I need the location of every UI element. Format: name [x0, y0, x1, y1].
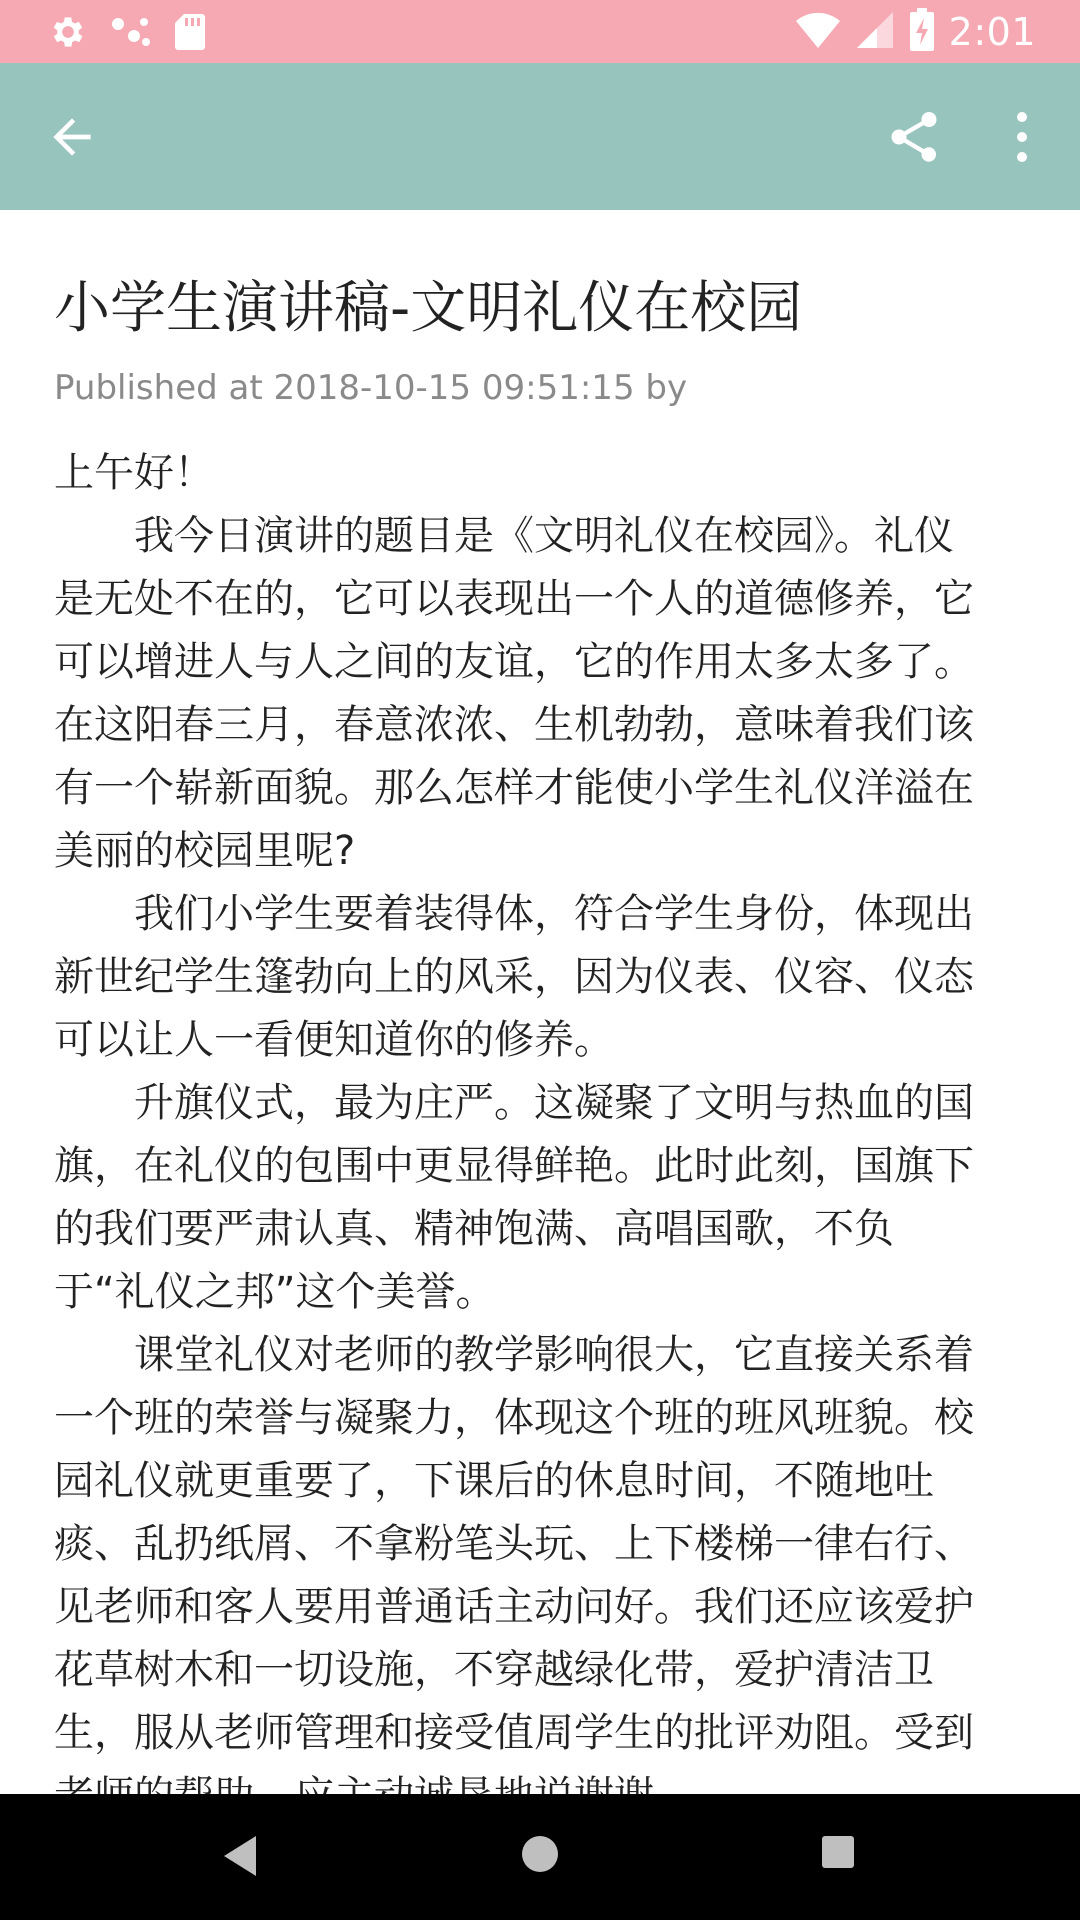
- article-line: 可以增进人与人之间的友谊，它的作用太多太多了。: [54, 639, 974, 685]
- article-line: 于“礼仪之邦”这个美誉。: [54, 1269, 496, 1315]
- share-icon[interactable]: [884, 107, 944, 167]
- article-line: 见老师和客人要用普通话主动问好。我们还应该爱护: [54, 1584, 974, 1630]
- signal-icon: [855, 10, 895, 54]
- wifi-icon: [795, 10, 841, 54]
- more-vert-icon[interactable]: [1006, 107, 1038, 167]
- article-line: 一个班的荣誉与凝聚力，体现这个班的班风班貌。校: [54, 1395, 974, 1441]
- article-line: 旗，在礼仪的包围中更显得鲜艳。此时此刻，国旗下: [54, 1143, 974, 1189]
- back-triangle-icon[interactable]: [222, 1834, 258, 1882]
- article-meta: Published at 2018-10-15 09:51:15 by: [54, 368, 688, 408]
- article-line: 生，服从老师管理和接受值周学生的批评劝阻。受到: [54, 1710, 974, 1756]
- article-content[interactable]: [0, 210, 1080, 1794]
- app-bar: [0, 63, 1080, 210]
- article-line: 上午好！: [54, 450, 214, 496]
- article-line: 园礼仪就更重要了，下课后的休息时间，不随地吐: [54, 1458, 934, 1504]
- status-left-icons: [48, 12, 206, 56]
- article-line: 我今日演讲的题目是《文明礼仪在校园》。礼仪: [54, 513, 954, 559]
- article-line: 在这阳春三月，春意浓浓、生机勃勃，意味着我们该: [54, 702, 974, 748]
- article-line: 有一个崭新面貌。那么怎样才能使小学生礼仪洋溢在: [54, 765, 974, 811]
- status-right-icons: [795, 8, 1036, 56]
- article-line: 是无处不在的，它可以表现出一个人的道德修养，它: [54, 576, 974, 622]
- article-line: 痰、乱扔纸屑、不拿粉笔头玩、上下楼梯一律右行、: [54, 1521, 974, 1567]
- article-line: 美丽的校园里呢?: [54, 828, 356, 874]
- article-line: 的我们要严肃认真、精神饱满、高唱国歌，不负: [54, 1206, 894, 1252]
- article-line: 可以让人一看便知道你的修养。: [54, 1017, 614, 1063]
- recents-square-icon[interactable]: [820, 1834, 856, 1874]
- article-body: [54, 442, 1026, 1828]
- network-dots-icon: [110, 12, 152, 56]
- settings-icon: [48, 12, 88, 56]
- article-title: 小学生演讲稿-文明礼仪在校园: [54, 276, 803, 341]
- battery-charging-icon: [909, 8, 935, 56]
- status-bar: [0, 0, 1080, 63]
- article-line: 升旗仪式，最为庄严。这凝聚了文明与热血的国: [54, 1080, 974, 1126]
- status-time: 2:01: [948, 10, 1036, 54]
- article-line: 新世纪学生篷勃向上的风采，因为仪表、仪容、仪态: [54, 954, 974, 1000]
- back-arrow-icon[interactable]: [44, 109, 100, 165]
- article-line: 课堂礼仪对老师的教学影响很大，它直接关系着: [54, 1332, 974, 1378]
- navigation-bar: [0, 1794, 1080, 1920]
- article-line: 我们小学生要着装得体，符合学生身份，体现出: [54, 891, 974, 937]
- home-circle-icon[interactable]: [520, 1834, 560, 1878]
- sd-card-icon: [174, 12, 206, 56]
- article-line: 花草树木和一切设施，不穿越绿化带，爱护清洁卫: [54, 1647, 934, 1693]
